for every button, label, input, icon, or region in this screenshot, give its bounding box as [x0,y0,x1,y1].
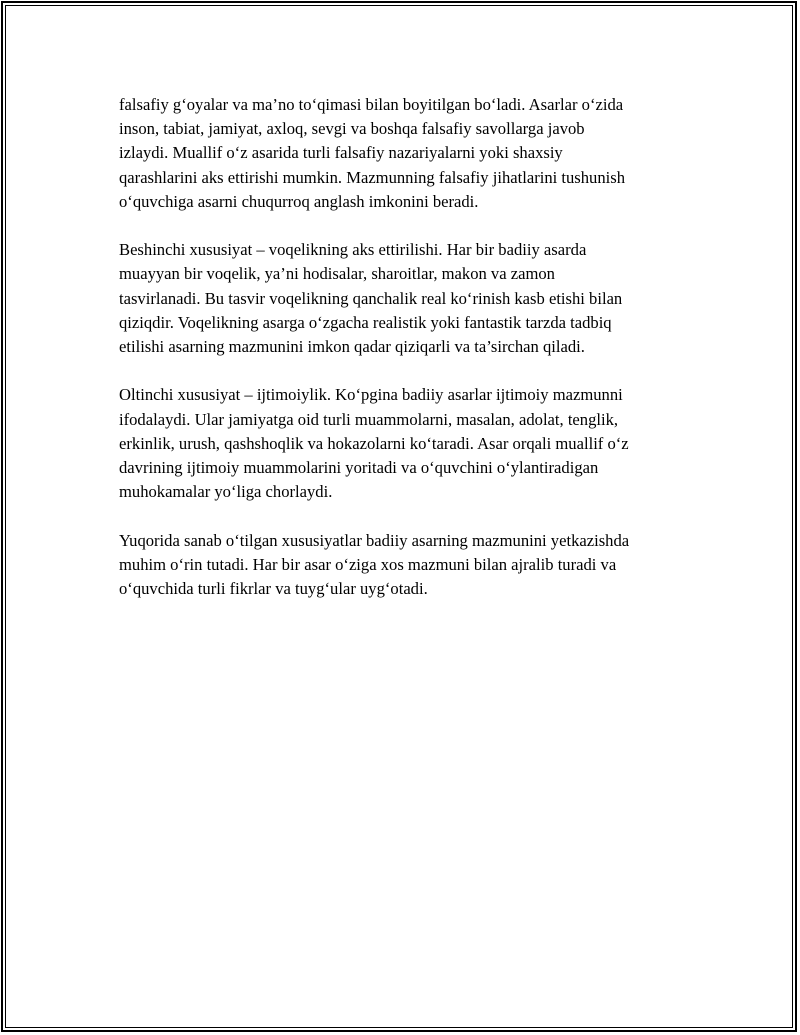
text-line: o‘quvchida turli fikrlar va tuyg‘ular uyg‘otadi. [119,579,428,599]
text-line: muhokamalar yo‘liga chorlaydi. [119,482,333,502]
paragraph-fifth-feature [119,238,699,359]
text-line: muayyan bir voqelik, ya’ni hodisalar, sharoitlar, makon va zamon [119,264,555,284]
text-line: Oltinchi xususiyat – ijtimoiylik. Ko‘pgina badiiy asarlar ijtimoiy mazmunni [119,385,623,405]
text-line: ifodalaydi. Ular jamiyatga oid turli muammolarni, masalan, adolat, tenglik, [119,409,619,429]
text-line: o‘quvchiga asarni chuqurroq anglash imkonini beradi. [119,191,479,211]
paragraph-philosophical [119,93,699,214]
text-line: erkinlik, urush, qashshoqlik va hokazolarni ko‘taradi. Asar orqali muallif o‘z [119,433,629,453]
text-line: muhim o‘rin tutadi. Har bir asar o‘ziga xos mazmuni bilan ajralib turadi va [119,554,617,574]
document-body [119,93,699,625]
text-line: qarashlarini aks ettirishi mumkin. Mazmunning falsafiy jihatlarini tushunish [119,167,626,187]
text-line: davrining ijtimoiy muammolarini yoritadi va o‘quvchini o‘ylantiradigan [119,458,599,478]
text-line: qiziqdir. Voqelikning asarga o‘zgacha realistik yoki fantastik tarzda tadbiq [119,312,612,332]
paragraph-conclusion [119,529,699,602]
text-line: tasvirlanadi. Bu tasvir voqelikning qanchalik real ko‘rinish kasb etishi bilan [119,288,623,308]
text-line: izlaydi. Muallif o‘z asarida turli falsafiy nazariyalarni yoki shaxsiy [119,143,563,163]
text-line: Beshinchi xususiyat – voqelikning aks ettirilishi. Har bir badiiy asarda [119,240,587,260]
text-line: falsafiy g‘oyalar va ma’no to‘qimasi bilan boyitilgan bo‘ladi. Asarlar o‘zida [119,95,624,114]
paragraph-sixth-feature [119,383,699,504]
text-line: inson, tabiat, jamiyat, axloq, sevgi va boshqa falsafiy savollarga javob [119,119,585,139]
text-line: etilishi asarning mazmunini imkon qadar qiziqarli va ta’sirchan qiladi. [119,337,585,357]
text-line: Yuqorida sanab o‘tilgan xususiyatlar badiiy asarning mazmunini yetkazishda [119,530,630,550]
